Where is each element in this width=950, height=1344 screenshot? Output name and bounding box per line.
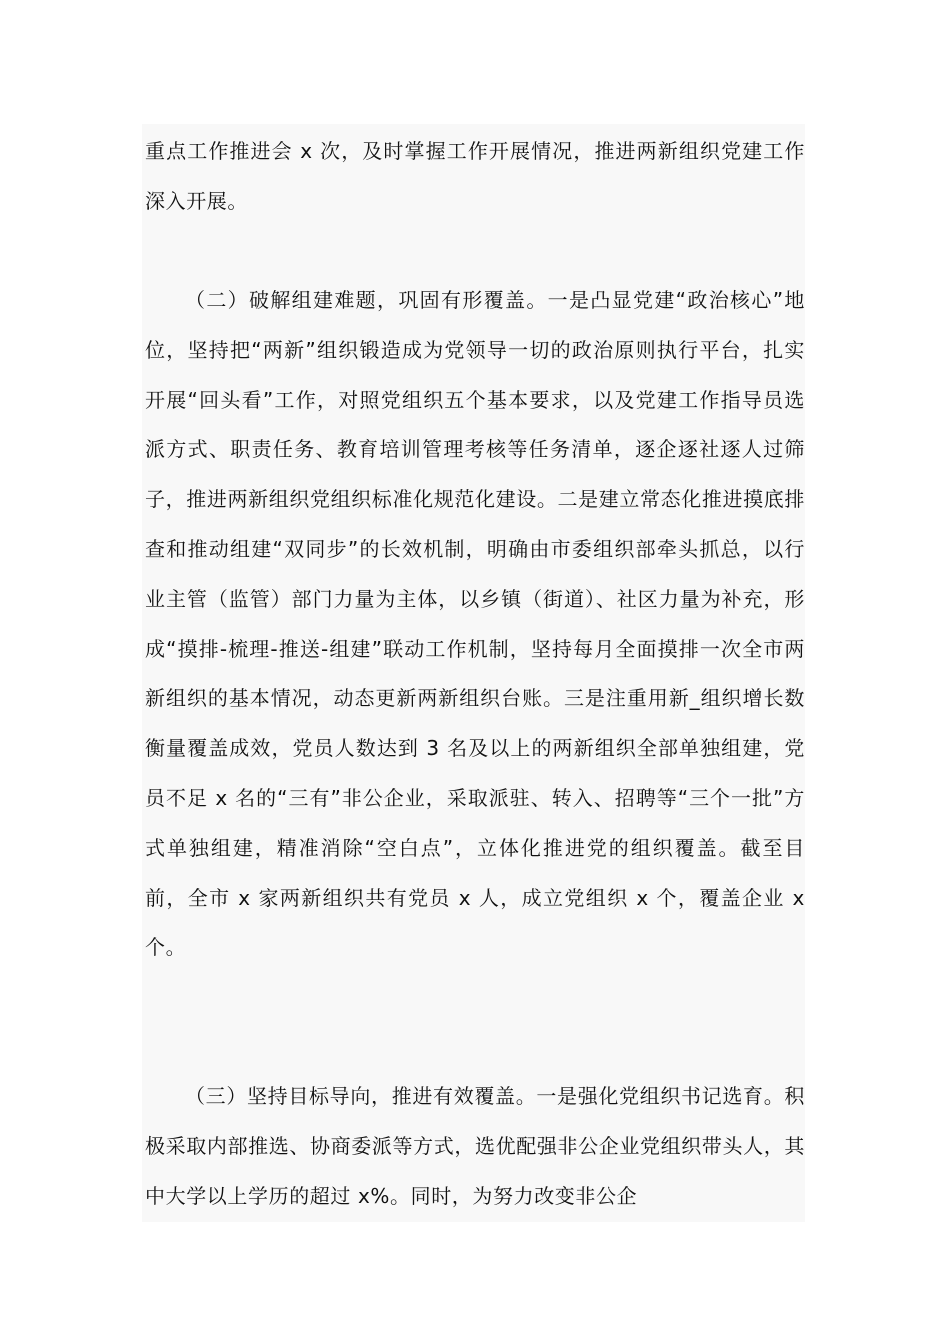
paragraph-section-2: （二）破解组建难题，巩固有形覆盖。一是凸显党建“政治核心”地位，坚持把“两新”组织锻造成为党领导一切的政治原则执行平台，扎实开展“回头看”工作，对照党组织五个基本要求，以及党建工作指导员选派方式、职责任务、教育培训管理考核等任务清单，逐企逐社逐人过筛子，推进两新组织党组织标准化规范化建设。二是建立常态化推进摸底排查和推动组建“双同步”的长效机制，明确由市委组织部牵头抓总，以行业主管（监管）部门力量为主体，以乡镇（街道）、社区力量为补充，形成“摸排-梳理-推送-组建”联动工作机制，坚持每月全面摸排一次全市两新组织的基本情况，动态更新两新组织台账。三是注重用新_组织增长数衡量覆盖成效，党员人数达到 3 名及以上的两新组织全部单独组建，党员不足 x 名的“三有”非公企业，采取派驻、转入、招聘等“三个一批”方式单独组建，精准消除“空白点”，立体化推进党的组织覆盖。截至目前，全市 x 家两新组织共有党员 x 人，成立党组织 x 个，覆盖企业 x 个。 bbox=[145, 288, 805, 960]
paragraph-section-3: （三）坚持目标导向，推进有效覆盖。一是强化党组织书记选育。积极采取内部推选、协商委派等方式，选优配强非公企业党组织带头人，其中大学以上学历的超过 x%。同时，为努力改变非公企 bbox=[145, 1084, 805, 1208]
paragraph-continuation: 重点工作推进会 x 次，及时掌握工作开展情况，推进两新组织党建工作深入开展。 bbox=[145, 139, 805, 213]
